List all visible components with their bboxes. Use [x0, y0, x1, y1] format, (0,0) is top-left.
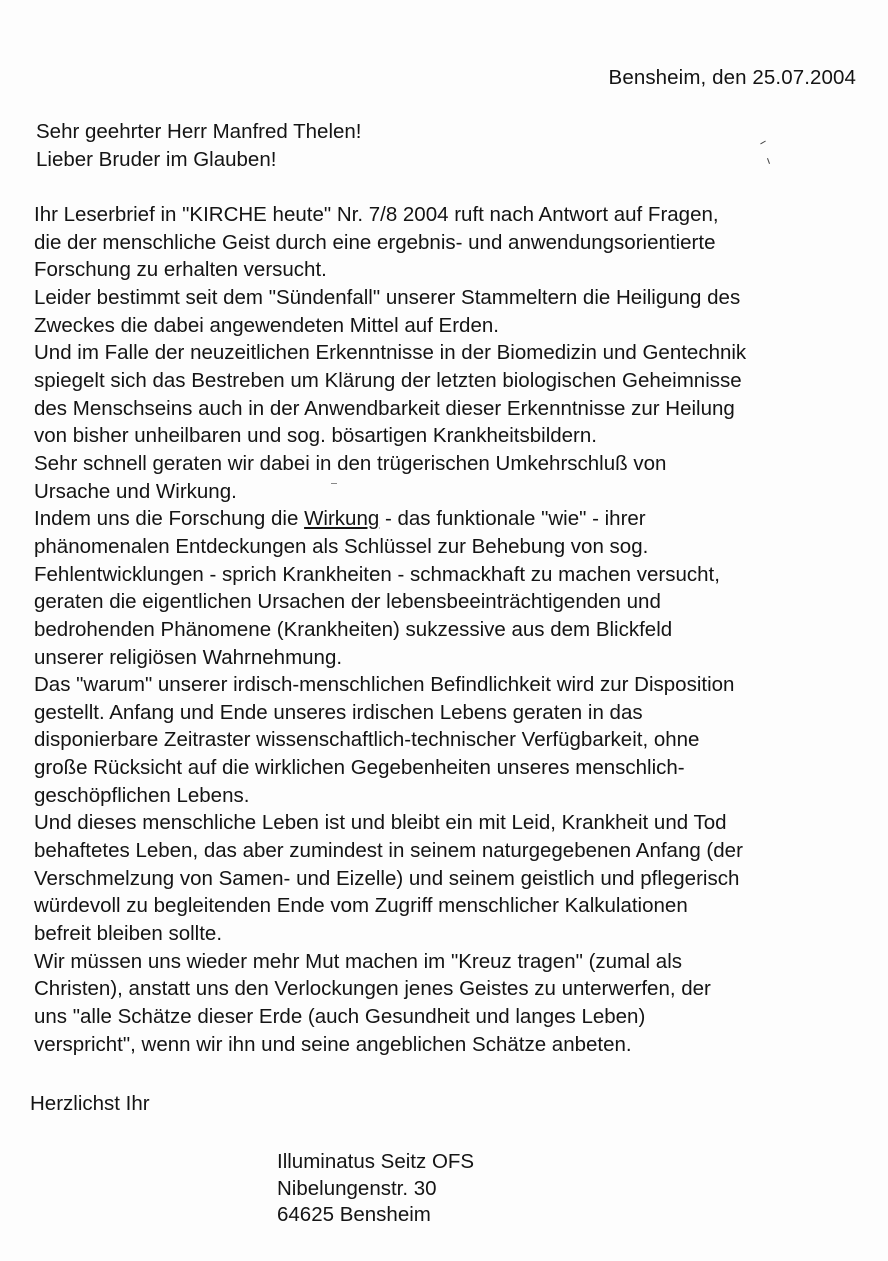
body-line-end: - das funktionale "wie" - ihrer	[379, 507, 646, 531]
body-line: Leider bestimmt seit dem "Sündenfall" unserer Stammeltern die Heiligung des	[34, 285, 741, 309]
body-line: Verschmelzung von Samen- und Eizelle) und seinem geistlich und pflegerisch	[34, 866, 740, 890]
body-line: behaftetes Leben, das aber zumindest in seinem naturgegebenen Anfang (der	[34, 839, 743, 863]
salutation-line: Sehr geehrter Herr Manfred Thelen!	[36, 120, 362, 143]
body-line: Forschung zu erhalten versucht.	[34, 258, 327, 282]
scan-speck	[331, 483, 337, 484]
sender-name: Illuminatus Seitz OFS	[277, 1150, 475, 1173]
body-line: Und im Falle der neuzeitlichen Erkenntnisse in der Biomedizin und Gentechnik	[34, 341, 747, 365]
body-line-with-underline	[34, 505, 864, 533]
body-line: Ihr Leserbrief in "KIRCHE heute" Nr. 7/8 2004 ruft nach Antwort auf Fragen,	[34, 203, 719, 226]
letter-body	[34, 201, 864, 1058]
letter-date: Bensheim, den 25.07.2004	[608, 66, 856, 89]
sender-address	[277, 1149, 474, 1229]
salutation-line: Lieber Bruder im Glauben!	[36, 147, 277, 171]
body-line: verspricht", wenn wir ihn und seine angeblichen Schätze anbeten.	[34, 1032, 632, 1056]
body-line: würdevoll zu begleitenden Ende vom Zugriff menschlicher Kalkulationen	[34, 894, 688, 918]
body-line: Und dieses menschliche Leben ist und bleibt ein mit Leid, Krankheit und Tod	[34, 811, 727, 835]
body-line: spiegelt sich das Bestreben um Klärung der letzten biologischen Geheimnisse	[34, 368, 742, 392]
scan-speck	[767, 158, 770, 164]
scan-speck	[760, 141, 766, 145]
body-line: Das "warum" unserer irdisch-menschlichen Befindlichkeit wird zur Disposition	[34, 673, 735, 697]
body-line: geschöpflichen Lebens.	[34, 783, 250, 807]
body-line: phänomenalen Entdeckungen als Schlüssel zur Behebung von sog.	[34, 534, 649, 558]
body-line: große Rücksicht auf die wirklichen Gegebenheiten unseres menschlich-	[34, 756, 685, 780]
salutation	[36, 118, 362, 173]
closing: Herzlichst Ihr	[30, 1092, 150, 1115]
body-line: gestellt. Anfang und Ende unseres irdischen Lebens geraten in das	[34, 700, 643, 724]
body-line: von bisher unheilbaren und sog. bösartigen Krankheitsbildern.	[34, 424, 597, 448]
sender-city: 64625 Bensheim	[277, 1203, 431, 1226]
body-line: Ursache und Wirkung.	[34, 479, 237, 503]
body-line: bedrohenden Phänomene (Krankheiten) sukzessive aus dem Blickfeld	[34, 617, 673, 641]
body-line: Wir müssen uns wieder mehr Mut machen im "Kreuz tragen" (zumal als	[34, 949, 682, 973]
body-line: Fehlentwicklungen - sprich Krankheiten - schmackhaft zu machen versucht,	[34, 562, 720, 586]
body-line: des Menschseins auch in der Anwendbarkeit dieser Erkenntnisse zur Heilung	[34, 396, 735, 420]
sender-street: Nibelungenstr. 30	[277, 1176, 437, 1200]
body-line: geraten die eigentlichen Ursachen der lebensbeeinträchtigenden und	[34, 590, 661, 614]
body-line: Christen), anstatt uns den Verlockungen jenes Geistes zu unterwerfen, der	[34, 977, 711, 1001]
body-line: unserer religiösen Wahrnehmung.	[34, 645, 343, 669]
body-line: uns "alle Schätze dieser Erde (auch Gesundheit und langes Leben)	[34, 1005, 646, 1029]
body-line: disponierbare Zeitraster wissenschaftlich-technischer Verfügbarkeit, ohne	[34, 728, 700, 752]
body-line: Sehr schnell geraten wir dabei in den trügerischen Umkehrschluß von	[34, 451, 667, 475]
underlined-word: Wirkung	[304, 507, 380, 531]
body-line: Zweckes die dabei angewendeten Mittel auf Erden.	[34, 313, 499, 337]
body-line-start: Indem uns die Forschung die	[34, 507, 305, 531]
body-line: befreit bleiben sollte.	[34, 922, 223, 946]
body-line: die der menschliche Geist durch eine ergebnis- und anwendungsorientierte	[34, 230, 716, 254]
